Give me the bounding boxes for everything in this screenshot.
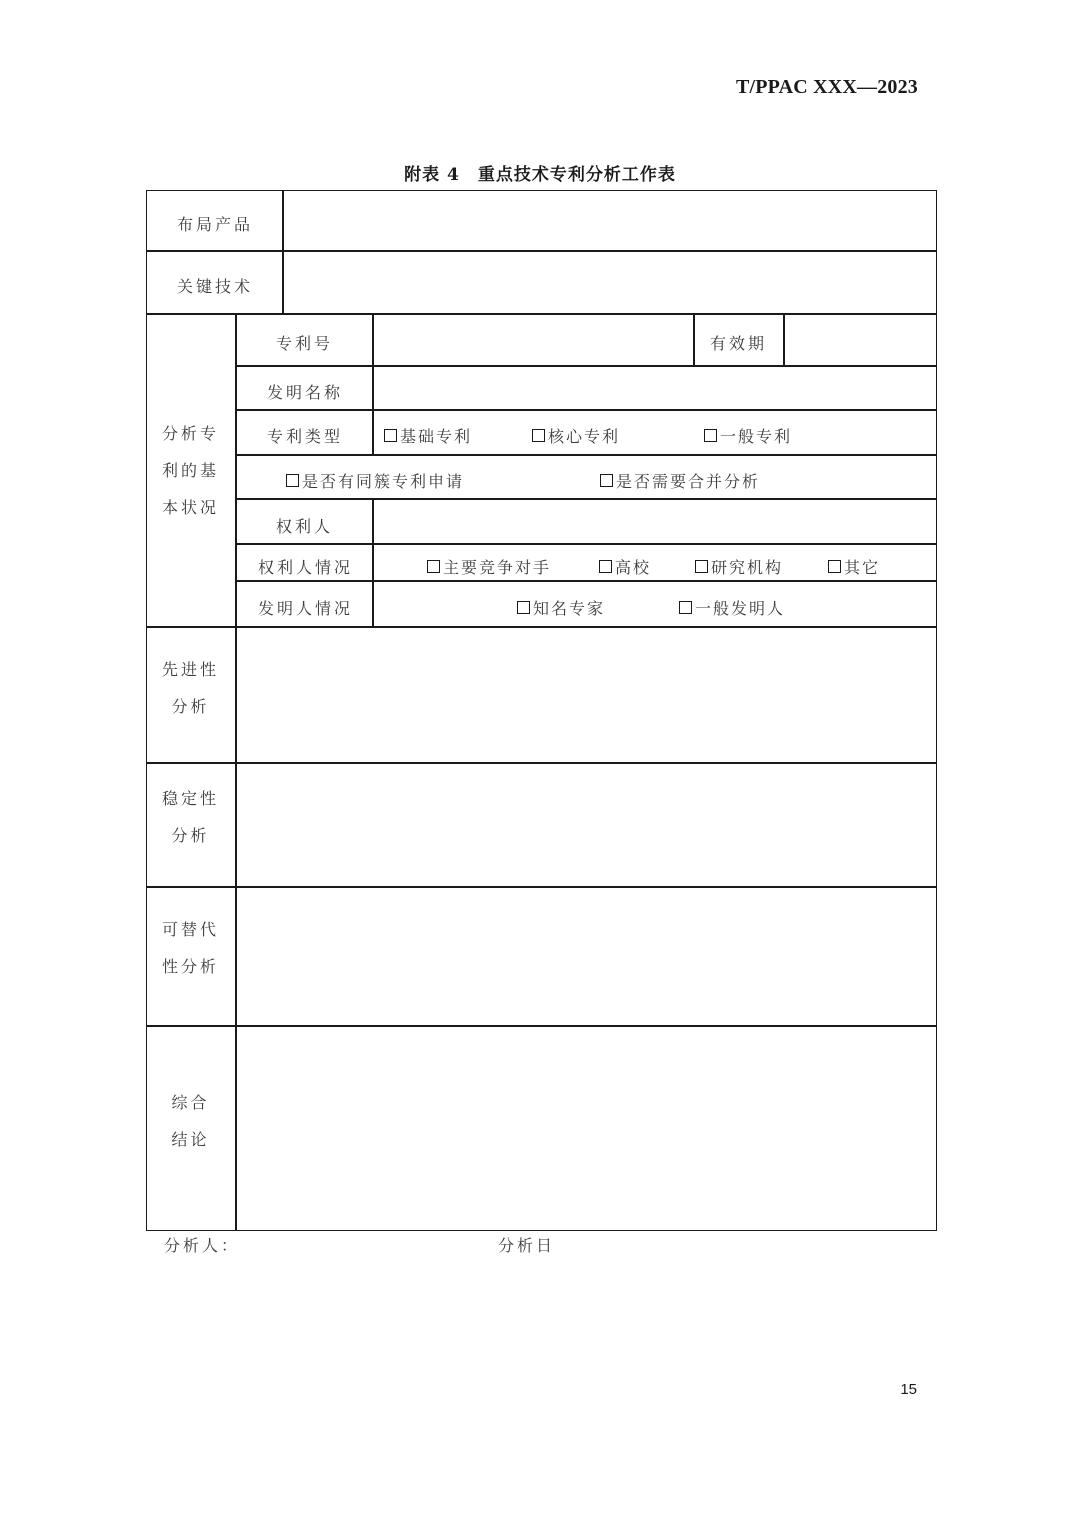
general-patent-option[interactable] <box>704 424 792 447</box>
right-holder-status-label: 权利人情况 <box>258 558 354 577</box>
other-option[interactable] <box>828 555 880 578</box>
table-rule <box>783 313 785 366</box>
table-rule <box>372 313 374 455</box>
checkbox-icon[interactable] <box>679 601 692 614</box>
option-label: 主要竞争对手 <box>443 558 552 577</box>
option-label: 核心专利 <box>548 427 621 446</box>
basic-status-line: 本状况 <box>161 498 219 517</box>
table-rule <box>236 454 937 456</box>
option-label: 一般专利 <box>720 427 793 446</box>
option-label: 基础专利 <box>400 427 473 446</box>
known-expert-option[interactable] <box>517 596 605 619</box>
table-rule <box>693 313 695 366</box>
checkbox-icon[interactable] <box>427 560 440 573</box>
patent-number-label: 专利号 <box>276 334 334 353</box>
table-title <box>0 160 1080 185</box>
page-number: 15 <box>900 1381 917 1398</box>
basic-patent-option[interactable] <box>384 424 472 447</box>
merge-analysis-option[interactable] <box>600 469 760 492</box>
table-rule <box>236 409 937 411</box>
conclusion-line: 结论 <box>171 1130 210 1149</box>
checkbox-icon[interactable] <box>286 474 299 487</box>
stability-label <box>146 780 235 854</box>
checkbox-icon[interactable] <box>828 560 841 573</box>
advancement-line: 分析 <box>171 697 210 716</box>
table-rule <box>146 250 937 252</box>
conclusion-line: 综合 <box>171 1093 210 1112</box>
key-technology-label: 关键技术 <box>177 277 254 296</box>
table-rule <box>236 498 937 500</box>
advancement-label <box>146 651 235 725</box>
option-label: 是否有同簇专利申请 <box>302 472 465 491</box>
advancement-line: 先进性 <box>161 660 219 679</box>
university-option[interactable] <box>599 555 651 578</box>
table-title-text: 重点技术专利分析工作表 <box>477 165 676 185</box>
patent-analysis-table <box>146 190 937 1231</box>
table-border <box>146 190 937 1231</box>
conclusion-label <box>146 1084 235 1158</box>
stability-line: 分析 <box>171 826 210 845</box>
checkbox-icon[interactable] <box>384 429 397 442</box>
general-inventor-option[interactable] <box>679 596 785 619</box>
stability-line: 稳定性 <box>161 789 219 808</box>
substitutability-line: 可替代 <box>161 920 219 939</box>
option-label: 研究机构 <box>711 558 784 577</box>
invention-name-label: 发明名称 <box>267 383 344 402</box>
option-label: 其它 <box>844 558 881 577</box>
table-rule <box>235 313 237 1230</box>
layout-product-label: 布局产品 <box>177 215 254 234</box>
inventor-status-label: 发明人情况 <box>258 599 354 618</box>
patent-type-label: 专利类型 <box>267 427 344 446</box>
family-application-option[interactable] <box>286 469 464 492</box>
analyst-label: 分析人： <box>164 1236 241 1255</box>
checkbox-icon[interactable] <box>599 560 612 573</box>
checkbox-icon[interactable] <box>695 560 708 573</box>
table-rule <box>372 498 374 627</box>
table-rule <box>146 1025 937 1027</box>
validity-period-label: 有效期 <box>710 334 768 353</box>
option-label: 知名专家 <box>533 599 606 618</box>
option-label: 一般发明人 <box>695 599 786 618</box>
table-rule <box>146 886 937 888</box>
table-rule <box>236 580 937 582</box>
core-patent-option[interactable] <box>532 424 620 447</box>
checkbox-icon[interactable] <box>600 474 613 487</box>
right-holder-label: 权利人 <box>276 517 334 536</box>
substitutability-label <box>146 911 235 985</box>
table-number: 附表 4 <box>404 165 460 185</box>
basic-status-label <box>146 415 235 526</box>
checkbox-icon[interactable] <box>532 429 545 442</box>
option-label: 高校 <box>615 558 652 577</box>
competitor-option[interactable] <box>427 555 551 578</box>
basic-status-line: 利的基 <box>161 461 219 480</box>
table-rule <box>146 762 937 764</box>
analysis-date-label: 分析日 <box>498 1236 556 1255</box>
research-institute-option[interactable] <box>695 555 783 578</box>
table-rule <box>146 313 937 315</box>
table-rule <box>282 190 284 314</box>
basic-status-line: 分析专 <box>161 424 219 443</box>
option-label: 是否需要合并分析 <box>616 472 761 491</box>
table-rule <box>146 626 937 628</box>
checkbox-icon[interactable] <box>704 429 717 442</box>
substitutability-line: 性分析 <box>161 957 219 976</box>
checkbox-icon[interactable] <box>517 601 530 614</box>
table-rule <box>236 365 937 367</box>
table-rule <box>236 543 937 545</box>
document-code: T/PPAC XXX—2023 <box>735 76 918 98</box>
